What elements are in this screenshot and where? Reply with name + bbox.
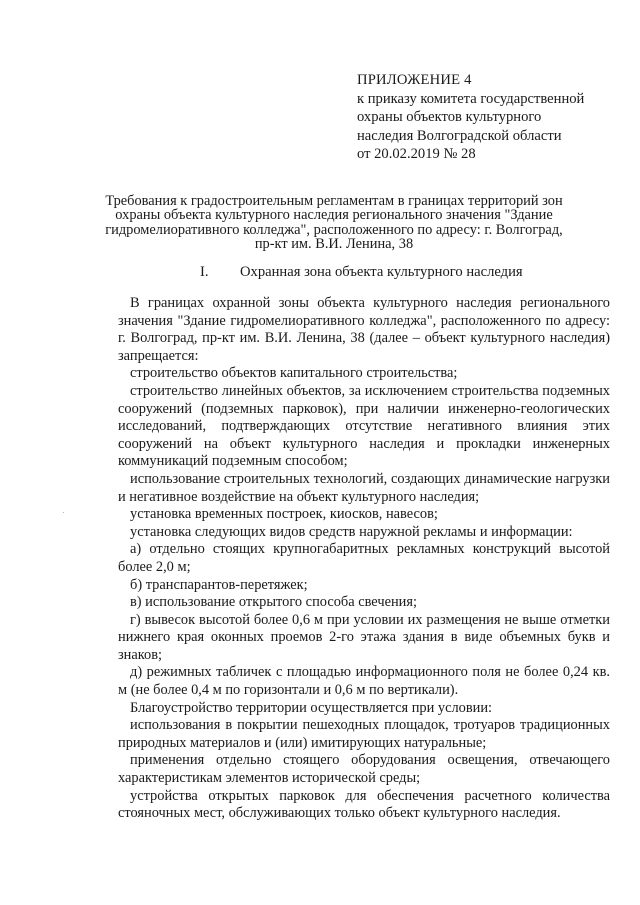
title-line: пр-кт им. В.И. Ленина, 38 — [254, 236, 414, 253]
scan-speck — [63, 512, 64, 513]
appendix-line: наследия Волгоградской области — [357, 127, 562, 144]
section-title: Охранная зона объекта культурного наследия — [240, 264, 523, 280]
paragraph: а) отдельно стоящих крупногабаритных рекламных конструкций высотой более 2,0 м; — [118, 541, 610, 575]
paragraph: В границах охранной зоны объекта культурного наследия регионального значения "Здание гидромелиоративного колледжа", расположенного по адресу: г. Волгоград, пр-кт им. В.И. Ленина, 38 (далее – объект культурного наследия) запрещается: — [118, 295, 610, 364]
paragraph: использования в покрытии пешеходных площадок, тротуаров традиционных природных материалов и (или) имитирующих натуральные; — [118, 717, 610, 751]
paragraph: б) транспарантов-перетяжек; — [130, 576, 308, 593]
appendix-title: ПРИЛОЖЕНИЕ 4 — [357, 72, 472, 88]
body-text — [118, 295, 610, 823]
paragraph: использование строительных технологий, создающих динамические нагрузки и негативное воздействие на объект культурного наследия; — [118, 470, 610, 505]
title-line: гидромелиоративного колледжа", расположенного по адресу: г. Волгоград, — [105, 221, 563, 238]
paragraph: в) использование открытого способа свечения; — [130, 594, 417, 611]
paragraph: устройства открытых парковок для обеспечения расчетного количества стояночных мест, обслуживающих только объект культурного наследия. — [118, 787, 610, 822]
title-line: Требования к градостроительным регламентам в границах территорий зон — [105, 193, 563, 209]
section-heading — [200, 263, 523, 281]
section-number: I. — [200, 264, 209, 280]
paragraph: Благоустройство территории осуществляется при условии: — [130, 699, 493, 716]
appendix-line: от 20.02.2019 № 28 — [357, 146, 476, 163]
appendix-line: охраны объектов культурного — [357, 109, 542, 126]
title-line: охраны объекта культурного наследия регионального значения "Здание — [115, 207, 553, 224]
appendix-block — [357, 71, 617, 164]
paragraph: установка следующих видов средств наружной рекламы и информации: — [130, 523, 573, 540]
paragraph: д) режимных табличек с площадью информационного поля не более 0,24 кв. м (не более 0,4 м по горизонтали и 0,6 м по вертикали). — [118, 664, 610, 699]
paragraph: установка временных построек, киосков, навесов; — [130, 506, 438, 523]
appendix-line: к приказу комитета государственной — [357, 90, 585, 107]
paragraph: г) вывесок высотой более 0,6 м при условии их размещения не выше отметки нижнего края оконных проемов 2-го этажа здания в виде объемных букв и знаков; — [118, 611, 610, 663]
paragraph: строительство объектов капитального строительства; — [130, 365, 458, 382]
paragraph: применения отдельно стоящего оборудования освещения, отвечающего характеристикам элементов исторической среды; — [118, 752, 610, 787]
paragraph: строительство линейных объектов, за исключением строительства подземных сооружений (подземных парковок), при наличии инженерно-геологических исследований, подтверждающих отсутствие негативного влияния этих сооружений на объект культурного наследия и прокладки инженерных коммуникаций подземным способом; — [118, 382, 610, 470]
document-title — [100, 194, 568, 252]
